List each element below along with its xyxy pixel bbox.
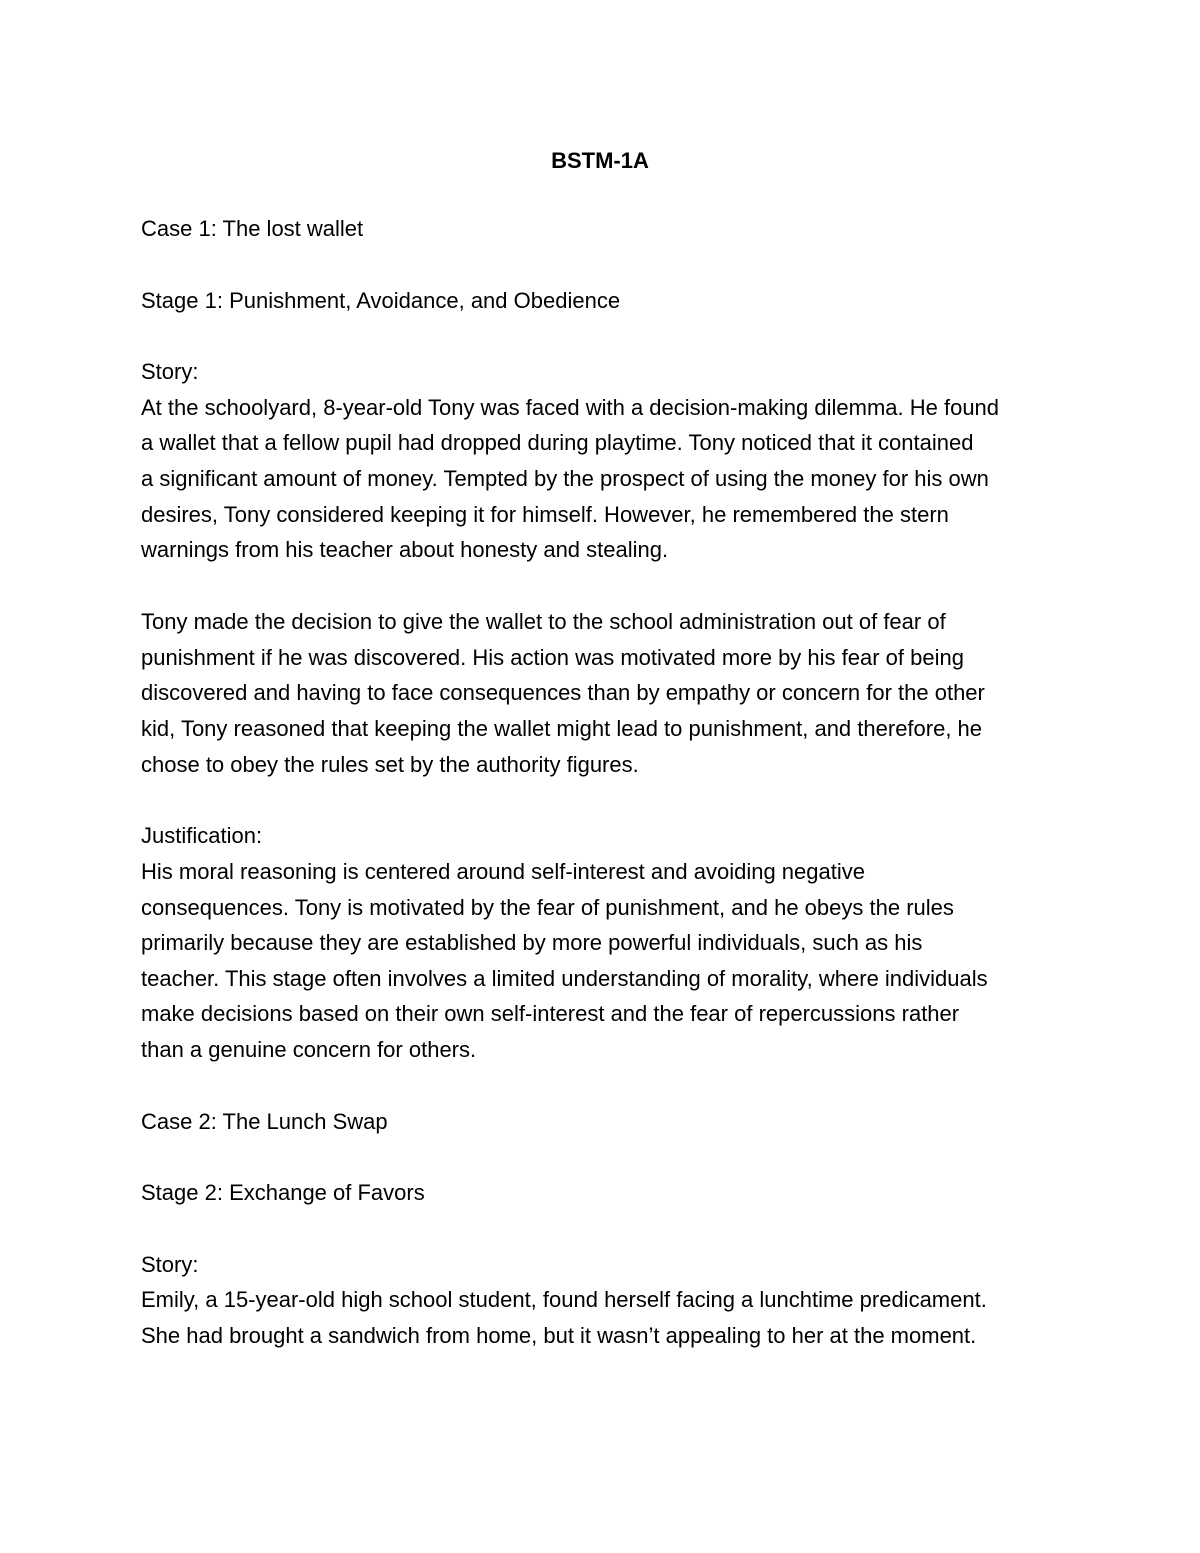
case-1-justification-line: consequences. Tony is motivated by the fear of punishment, and he obeys the rules [141, 895, 954, 920]
case-1-story-line: a wallet that a fellow pupil had dropped during playtime. Tony noticed that it contained [141, 430, 974, 455]
case-1-story-line: discovered and having to face consequences than by empathy or concern for the other [141, 680, 985, 705]
case-1-heading: Case 1: The lost wallet [141, 216, 364, 241]
case-1-justification-line: primarily because they are established by more powerful individuals, such as his [141, 930, 923, 955]
case-1-story-label: Story: [141, 359, 199, 384]
case-1-stage: Stage 1: Punishment, Avoidance, and Obedience [141, 288, 621, 313]
case-1-justification-label: Justification: [141, 823, 263, 848]
case-1-story-line: desires, Tony considered keeping it for himself. However, he remembered the stern [141, 502, 949, 527]
case-1-story-line: punishment if he was discovered. His action was motivated more by his fear of being [141, 645, 964, 670]
case-2-story-label: Story: [141, 1252, 199, 1277]
case-1-story-line: Tony made the decision to give the wallet to the school administration out of fear of [141, 609, 946, 634]
case-2-stage: Stage 2: Exchange of Favors [141, 1180, 425, 1205]
case-1-story-line: a significant amount of money. Tempted by the prospect of using the money for his own [141, 466, 989, 491]
case-1-justification-line: His moral reasoning is centered around self-interest and avoiding negative [141, 859, 865, 884]
case-2-story-line: Emily, a 15-year-old high school student, found herself facing a lunchtime predicament. [141, 1287, 987, 1312]
case-1-justification-line: make decisions based on their own self-interest and the fear of repercussions rather [141, 1001, 960, 1026]
case-1-story-line: warnings from his teacher about honesty and stealing. [141, 537, 669, 562]
case-1-story-line: chose to obey the rules set by the authority figures. [141, 752, 639, 777]
case-1-story-line: At the schoolyard, 8-year-old Tony was faced with a decision-making dilemma. He found [141, 395, 1000, 420]
case-2-heading: Case 2: The Lunch Swap [141, 1109, 388, 1134]
document-title: BSTM-1A [551, 148, 649, 173]
case-1-justification-line: than a genuine concern for others. [141, 1037, 477, 1062]
case-1-story-line: kid, Tony reasoned that keeping the wallet might lead to punishment, and therefore, he [141, 716, 983, 741]
case-2-story-line: She had brought a sandwich from home, but it wasn’t appealing to her at the moment. [141, 1323, 977, 1348]
case-1-justification-line: teacher. This stage often involves a limited understanding of morality, where individuals [141, 966, 988, 991]
